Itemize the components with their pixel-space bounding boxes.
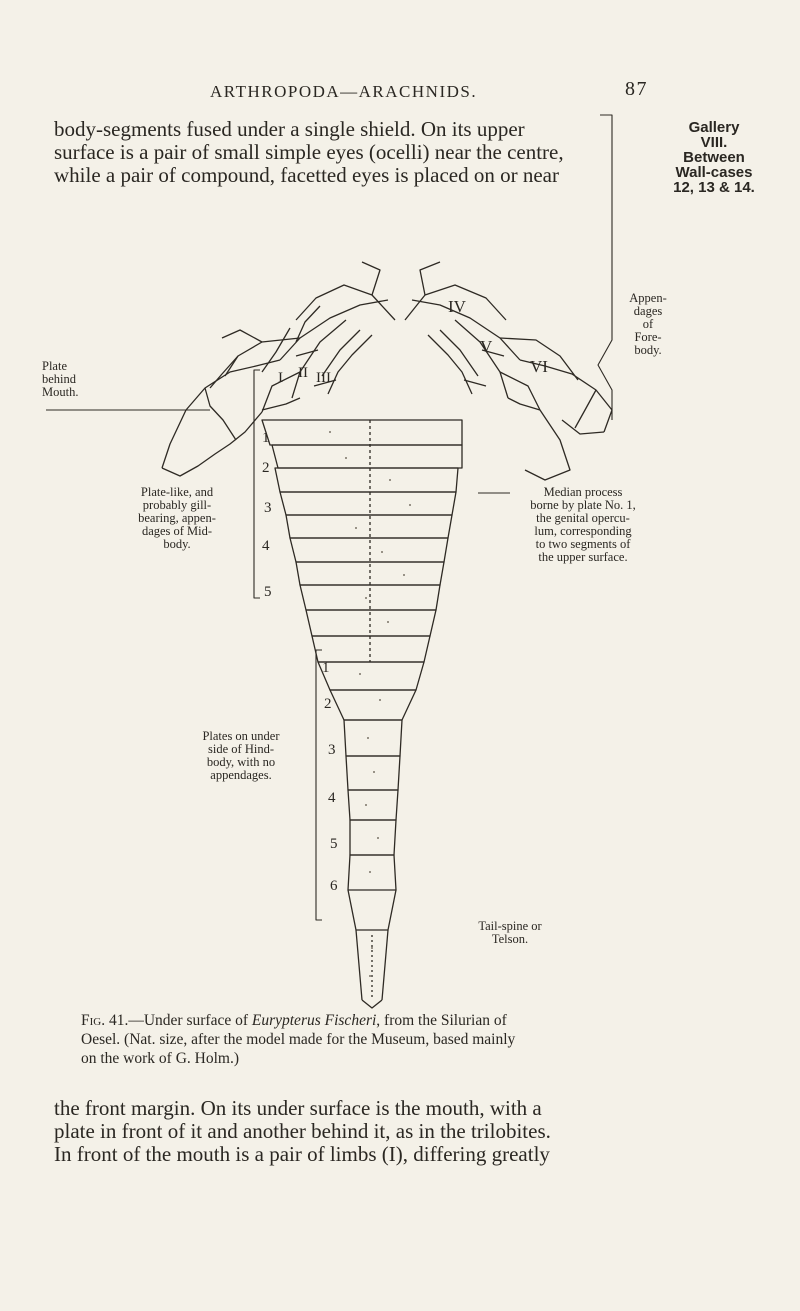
label-line: Plate-like, and: [140, 485, 214, 499]
label-line: the upper surface.: [538, 550, 628, 564]
label-hind-1: 1: [322, 660, 330, 676]
text-line: while a pair of compound, facetted eyes is placed on or near: [54, 163, 559, 187]
label-tail-spine: [450, 920, 570, 946]
label-mid-1: 1: [262, 430, 270, 446]
side-note-line: 12, 13 & 14.: [673, 179, 755, 196]
label-roman-3: III: [316, 370, 331, 386]
label-line: dages: [633, 304, 663, 318]
label-line: borne by plate No. 1,: [530, 498, 636, 512]
caption-text: , from the Silurian of: [376, 1012, 507, 1029]
label-line: body, with no: [206, 755, 276, 769]
mid-body-plates: [262, 420, 462, 662]
label-line: appendages.: [210, 768, 272, 782]
label-line: probably gill-: [142, 498, 212, 512]
text-line: body-segments fused under a single shield. On its upper: [54, 117, 525, 141]
caption-line-2: Oesel. (Nat. size, after the model made for the Museum, based mainly: [81, 1031, 516, 1048]
bottom-paragraph: [54, 1097, 634, 1166]
label-mid-2: 2: [262, 460, 270, 476]
side-note-line: Between: [683, 149, 745, 166]
label-hind-6: 6: [330, 878, 338, 894]
fore-body-appendages-right: [405, 262, 612, 480]
label-line: side of Hind-: [208, 742, 274, 756]
figure-number: Fig. 41.: [81, 1012, 129, 1029]
label-mid-3: 3: [264, 500, 272, 516]
label-line: behind: [42, 372, 77, 386]
text-line: the front margin. On its under surface is the mouth, with a: [54, 1096, 542, 1120]
label-line: Appen-: [629, 291, 667, 305]
text-line: In front of the mouth is a pair of limbs (I), differing greatly: [54, 1142, 550, 1166]
label-plate-behind-mouth: [42, 360, 114, 399]
caption-text: —Under surface of: [128, 1012, 252, 1029]
label-line: bearing, appen-: [138, 511, 216, 525]
label-mid-4: 4: [262, 538, 270, 554]
figure-caption: [81, 1011, 741, 1068]
label-appendages-fore-body: [612, 292, 684, 357]
label-line: Fore-: [634, 330, 662, 344]
running-title: ARTHROPODA—ARACHNIDS.: [210, 82, 478, 101]
label-line: body.: [634, 343, 662, 357]
hind-body-plates: [318, 662, 424, 890]
label-roman-6: VI: [530, 357, 548, 376]
species-name: Eurypterus Fischeri: [251, 1012, 377, 1029]
label-plate-like-appendages: [112, 486, 242, 551]
label-line: lum, corresponding: [534, 524, 632, 538]
label-plates-under-hind-body: [176, 730, 306, 782]
label-line: Plates on under: [202, 729, 280, 743]
caption-line-1: [81, 1011, 741, 1030]
label-line: Tail-spine or: [478, 919, 542, 933]
label-line: Median process: [543, 485, 623, 499]
label-roman-1: I: [278, 370, 283, 386]
fore-body-appendages-left: [162, 262, 395, 476]
label-line: of: [642, 317, 654, 331]
label-roman-2: II: [298, 365, 308, 381]
label-hind-5: 5: [330, 836, 338, 852]
label-hind-3: 3: [328, 742, 336, 758]
label-hind-4: 4: [328, 790, 336, 806]
label-line: dages of Mid-: [141, 524, 213, 538]
text-line: plate in front of it and another behind it, as in the trilobites.: [54, 1119, 551, 1143]
label-line: to two segments of: [535, 537, 631, 551]
label-line: the genital opercu-: [536, 511, 630, 525]
caption-line-3: on the work of G. Holm.): [81, 1050, 239, 1067]
label-line: body.: [163, 537, 191, 551]
side-note-line: Wall-cases: [675, 164, 753, 181]
label-roman-4: IV: [448, 297, 466, 316]
side-note-line: VIII.: [700, 134, 728, 151]
label-line: Mouth.: [42, 385, 79, 399]
side-note-line: Gallery: [688, 119, 740, 136]
label-hind-2: 2: [324, 696, 332, 712]
text-line: surface is a pair of small simple eyes (ocelli) near the centre,: [54, 140, 564, 164]
label-mid-5: 5: [264, 584, 272, 600]
label-median-process: [508, 486, 658, 564]
label-roman-5: V: [480, 337, 493, 356]
label-line: Plate: [42, 359, 67, 373]
page-number: 87: [625, 78, 648, 100]
label-line: Telson.: [491, 932, 529, 946]
